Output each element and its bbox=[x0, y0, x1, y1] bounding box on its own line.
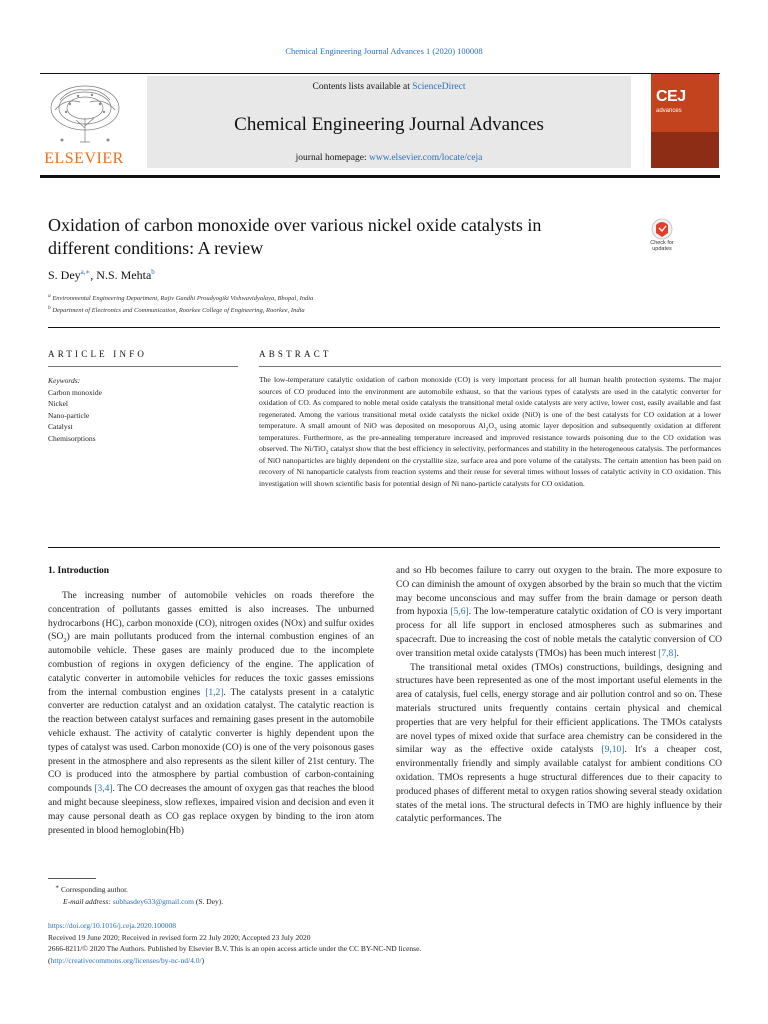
footnote-mark: ∗ bbox=[55, 884, 60, 891]
abstract-part-1: The low-temperature catalytic oxidation of carbon monoxide (CO) is very important process for all human health protection systems. The major sources of CO produced into the environment are automobile exhaust, so that the various types of catalysts are used in the catalytic converter for oxidation of CO. As compared to noble metal oxide catalysts the transitional metal oxide catalysts are very active, lower cost, easily available and fast regenerated. Among the various transitional metal oxide catalysts the nickel oxide (NiO) is one of the best catalysts for CO oxidation at a lower temperature. A small amount of NiO was deposited on mesoporous Al bbox=[259, 375, 721, 430]
cover-band bbox=[651, 132, 719, 168]
text-run: The increasing number of automobile vehicles on roads therefore the concentration of pollutants gasses emitted is also increases. The unburned hydrocarbons (HC), carbon monoxide (CO), nitrogen oxides (NOx) and sulfur oxides (SO bbox=[48, 591, 374, 643]
abstract-heading: ABSTRACT bbox=[259, 349, 332, 359]
author-email-link[interactable]: subhasdey633@gmail.com bbox=[112, 897, 194, 906]
author-dey[interactable]: S. Dey bbox=[48, 268, 81, 282]
header-bottom-rule bbox=[40, 175, 720, 178]
journal-cover-image[interactable] bbox=[651, 74, 719, 168]
publication-info bbox=[48, 920, 421, 966]
text-run: . bbox=[676, 648, 679, 659]
email-label: E-mail address: bbox=[63, 897, 113, 906]
article-info-heading: ARTICLE INFO bbox=[48, 349, 148, 359]
paren-open: ( bbox=[48, 955, 51, 965]
check-for-updates-label bbox=[643, 240, 681, 252]
contents-line bbox=[147, 82, 631, 92]
abstract-sub: 2 bbox=[325, 449, 329, 456]
header-top-rule bbox=[40, 73, 720, 74]
text-run: . The CO decreases the amount of oxygen gas that reaches the blood and might because sleepiness, slow reflexes, impaired vision and decision and even it may cause personal death as CO gas replace oxygen by binding to the iron atom presented in blood hemoglobin(Hb) bbox=[48, 784, 374, 836]
license-link-line bbox=[48, 955, 421, 967]
corresponding-author-footnote bbox=[55, 884, 223, 908]
footnote-line-1 bbox=[55, 884, 223, 896]
abstract-rule bbox=[259, 366, 721, 367]
abstract-bottom-rule bbox=[48, 547, 720, 548]
journal-homepage-line bbox=[147, 153, 631, 163]
reference-link[interactable]: [9,10] bbox=[601, 745, 625, 756]
doi-link[interactable]: https://doi.org/10.1016/j.ceja.2020.100008 bbox=[48, 921, 176, 930]
author-dey-affil-mark[interactable]: a,∗ bbox=[80, 268, 91, 276]
journal-citation-link[interactable]: Chemical Engineering Journal Advances 1 (2020) 100008 bbox=[285, 46, 483, 56]
license-link[interactable]: http://creativecommons.org/licenses/by-nc-nd/4.0/ bbox=[50, 955, 202, 965]
paper-title-line-2: different conditions: A review bbox=[48, 238, 264, 258]
keywords-block bbox=[48, 375, 228, 444]
license-statement: 2666-8211/© 2020 The Authors. Published by Elsevier B.V. This is an open access article under the CC BY-NC-ND license. bbox=[48, 944, 422, 953]
abstract-sub: 2 bbox=[485, 426, 489, 433]
keyword-item: Nickel bbox=[48, 399, 68, 408]
abstract-part-o: O bbox=[488, 421, 494, 430]
intro-paragraph bbox=[396, 662, 722, 828]
reference-link[interactable]: [1,2] bbox=[205, 687, 224, 698]
introduction-heading: 1. Introduction bbox=[48, 566, 110, 576]
keyword-item: Nano-particle bbox=[48, 410, 90, 420]
body-column-left bbox=[48, 590, 374, 838]
text-run: . The catalysts present in a catalytic converter are reduction catalyst and an oxidation catalyst. The catalytic reaction is the reaction between catalyst surfaces and remaining gases present in the automobile vehicle exhaust. The activity of catalytic converter is highly dependent upon the types of catalyst was used. Carbon monoxide (CO) is one of the very poisonous gases present in the atmosphere and also represents as the silent killer of 21st century. The CO is produced into the atmosphere by partial combustion of carbon-containing compounds bbox=[48, 687, 374, 795]
text-run: and so Hb becomes failure to carry out oxygen to the brain. The more exposure to CO can diminish the amount of oxygen absorbed by the brain so much that the victim may become unconscious and may suffer from the brain damage or person death from hypoxia bbox=[396, 566, 722, 618]
affiliation-b-text: Department of Electronics and Communication, Roorkee College of Engineering, Roorkee, India bbox=[52, 307, 305, 314]
article-info-rule bbox=[48, 366, 238, 367]
cover-subtitle: advances bbox=[656, 108, 682, 114]
intro-paragraph bbox=[396, 565, 722, 662]
check-for-updates-badge[interactable] bbox=[643, 218, 681, 258]
affiliation-a bbox=[48, 292, 314, 302]
reference-link[interactable]: [5,6] bbox=[450, 607, 469, 618]
contents-prefix: Contents lists available at bbox=[312, 82, 413, 92]
keyword-item: Carbon monoxide bbox=[48, 387, 102, 397]
keyword-item: Chemisorptions bbox=[48, 433, 96, 443]
abstract-part-2: using atomic layer deposition and subsequently oxidation at different temperatures. Furthermore, as the pre-annealing temperature increased and improved resistance towards poisoning due to the CO oxidation was observed. The Ni/TiO bbox=[259, 421, 721, 453]
paper-title bbox=[48, 214, 608, 260]
author-list bbox=[48, 268, 155, 283]
affiliation-b-mark: b bbox=[48, 304, 51, 311]
homepage-prefix: journal homepage: bbox=[295, 153, 369, 163]
keyword-item: Catalyst bbox=[48, 422, 73, 431]
footnote-corresponding: Corresponding author. bbox=[60, 885, 129, 894]
badge-line-1: Check for bbox=[650, 240, 674, 246]
elsevier-wordmark: ELSEVIER bbox=[44, 150, 124, 167]
reference-link[interactable]: [3,4] bbox=[94, 784, 113, 795]
text-sub: 2 bbox=[63, 637, 67, 645]
cover-logo: CEJ bbox=[656, 88, 686, 105]
affiliation-a-mark: a bbox=[48, 292, 51, 299]
reference-link[interactable]: [7,8] bbox=[658, 648, 677, 659]
author-mehta[interactable]: N.S. Mehta bbox=[96, 268, 152, 282]
badge-line-2: updates bbox=[652, 246, 672, 252]
journal-homepage-link[interactable]: www.elsevier.com/locate/ceja bbox=[369, 153, 483, 163]
paren-close: ) bbox=[201, 955, 205, 965]
abstract-sub: 3 bbox=[493, 426, 497, 433]
abstract-part-3: catalyst show that the best efficiency in selectivity, performances and stability in the heterogeneous catalysis. The performances of NiO nanoparticles are highly dependent on the crystallite size, surface area and pore volume of the catalysts. The certain attention has been paid on recovery of Ni nanoparticle catalysts from reaction systems and their reuse for several times without losses of catalytic activity in CO oxidation. This investigation will shown scientific basis for potential design of Ni nano-particle catalysts for CO oxidation. bbox=[259, 444, 721, 488]
abstract-text bbox=[259, 374, 721, 489]
text-run: ) are main pollutants produced from the internal combustion engines of an automobile vehicle. These gases are mainly produced due to the incomplete combustion of regions in oxygen deficiency of the engine. The application of catalytic converter in automobile vehicles for reduces the toxic gasses emissions from the internal combustion engines bbox=[48, 632, 374, 698]
text-run: . It's a cheaper cost, environmentally friendly and simply available catalyst for ambient conditions CO oxidation. TMOs represents a huge structural differences due to their capacity to produced phases of different metal to oxygen ratios showing several steady oxidation states of the metal ions. The structural defects in TMO are highly influence by their catalytic performances. The bbox=[396, 745, 722, 825]
text-run: . The low-temperature catalytic oxidation of CO is very important process for all life support in enclosed atmospheres such as submarines and spacecraft. Due to increasing the cost of noble metals the catalytic conversion of CO over transition metal oxide catalysts (TMOs) has been much interest bbox=[396, 607, 722, 659]
footnote-line-2 bbox=[55, 896, 223, 908]
email-suffix: (S. Dey). bbox=[194, 897, 224, 906]
author-separator: , bbox=[90, 268, 97, 282]
journal-title: Chemical Engineering Journal Advances bbox=[234, 114, 544, 135]
received-dates: Received 19 June 2020; Received in revised form 22 July 2020; Accepted 23 July 2020 bbox=[48, 932, 311, 942]
body-column-right bbox=[396, 565, 722, 827]
sciencedirect-link[interactable]: ScienceDirect bbox=[412, 82, 466, 92]
author-mehta-affil-mark[interactable]: b bbox=[151, 268, 155, 276]
check-for-updates-icon bbox=[643, 218, 681, 240]
intro-paragraph bbox=[48, 590, 374, 838]
keywords-label: Keywords: bbox=[48, 376, 81, 385]
paper-title-line-1: Oxidation of carbon monoxide over various nickel oxide catalysts in bbox=[48, 215, 542, 235]
affiliation-rule bbox=[48, 327, 720, 328]
affiliation-a-text: Environmental Engineering Department, Rajiv Gandhi Proudyogiki Vishwavidyalaya, Bhopal, India bbox=[52, 295, 314, 302]
footnote-rule bbox=[48, 878, 96, 879]
text-run: The transitional metal oxides (TMOs) constructions, buildings, designing and structures have been represented as one of the most important useful elements in the area of catalysis, fuel cells, energy storage and air pollution control and so on. These materials structured units frequently contains certain physical and chemical properties that are very helpful for their efficient applications. The TMOs catalysts are novel types of mixed oxide that surface area chemistry can be considered in the similar way as the effective oxide catalysts bbox=[396, 662, 722, 756]
affiliation-b bbox=[48, 304, 305, 314]
